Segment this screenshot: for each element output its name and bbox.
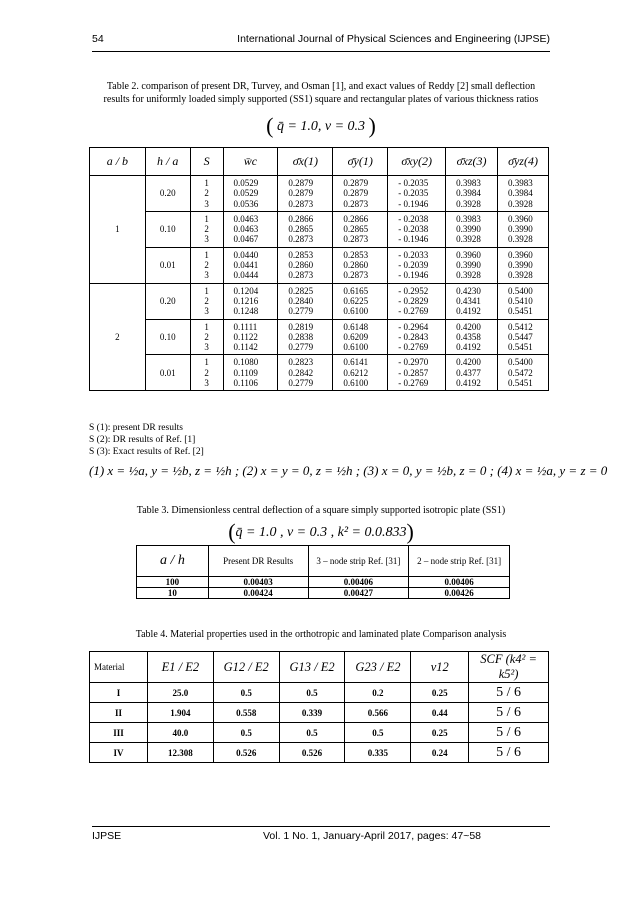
property-cell: 1.904 (147, 703, 213, 723)
property-cell: 0.24 (411, 743, 469, 763)
ha-cell: 0.01 (145, 247, 190, 283)
col-sxz: σ̄xz(3) (446, 148, 498, 176)
value-cell-sy: 0.6141 0.6212 0.6100 (333, 355, 388, 391)
ab-cell: 2 (90, 283, 146, 391)
value-cell-s: 1 2 3 (190, 176, 223, 212)
col-g12e2: G12 / E2 (213, 652, 279, 683)
col-s: S (190, 148, 223, 176)
table2 (89, 147, 549, 391)
table3 (136, 545, 510, 599)
ha-cell: 0.20 (145, 176, 190, 212)
material-cell: II (90, 703, 148, 723)
value-cell-sxz: 0.4200 0.4377 0.4192 (446, 355, 498, 391)
value-cell-syz: 0.3983 0.3984 0.3928 (498, 176, 549, 212)
col-sxy: σ̄xy(2) (388, 148, 446, 176)
value-cell-s: 1 2 3 (190, 355, 223, 391)
note: S (3): Exact results of Ref. [2] (89, 447, 204, 457)
property-cell: 0.25 (411, 723, 469, 743)
property-cell: 0.5 (213, 683, 279, 703)
value-cell-sxz: 0.3983 0.3984 0.3928 (446, 176, 498, 212)
value-cell-sxy: - 0.2038 - 0.2038 - 0.1946 (388, 211, 446, 247)
value-cell-sxy: - 0.2033 - 0.2039 - 0.1946 (388, 247, 446, 283)
table2-caption: Table 2. comparison of present DR, Turvey, and Osman [1], and exact values of Reddy [2] small deflection results for uniformly loaded simply supported (SS1) square and rectangular plates of various thickness ratios (103, 81, 539, 105)
col-ah: a / h (137, 546, 209, 577)
table-row (90, 355, 549, 391)
ha-cell: 0.10 (145, 211, 190, 247)
col-3-node: 3 – node strip Ref. [31] (308, 546, 409, 577)
table-row: 10 0.00424 0.00427 0.00426 (137, 588, 510, 599)
material-cell: I (90, 683, 148, 703)
value-cell-sx: 0.2819 0.2838 0.2779 (278, 319, 333, 355)
table3-condition: (q̄ = 1.0 , v = 0.3 , k² = 0.0.833) (228, 519, 414, 544)
table3-header-row (137, 546, 510, 577)
page-header (92, 33, 550, 49)
value-cell-syz: 0.3960 0.3990 0.3928 (498, 211, 549, 247)
col-e1e2: E1 / E2 (147, 652, 213, 683)
property-cell: 0.5 (213, 723, 279, 743)
property-cell: 5 / 6 (469, 683, 549, 703)
property-cell: 0.558 (213, 703, 279, 723)
ha-cell: 0.01 (145, 355, 190, 391)
note: S (2): DR results of Ref. [1] (89, 435, 196, 445)
material-cell: III (90, 723, 148, 743)
table4 (89, 651, 549, 763)
value-cell-sxz: 0.3960 0.3990 0.3928 (446, 247, 498, 283)
property-cell: 12.308 (147, 743, 213, 763)
table2-header-row (90, 148, 549, 176)
col-sx: σ̄x(1) (278, 148, 333, 176)
property-cell: 0.339 (279, 703, 345, 723)
value-cell-sxy: - 0.2035 - 0.2035 - 0.1946 (388, 176, 446, 212)
value-cell-sy: 0.2866 0.2865 0.2873 (333, 211, 388, 247)
col-scf: SCF (k4² = k5²) (469, 652, 549, 683)
property-cell: 0.5 (279, 723, 345, 743)
note: S (1): present DR results (89, 423, 183, 433)
value-cell-wc: 0.1080 0.1109 0.1106 (223, 355, 278, 391)
property-cell: 0.335 (345, 743, 411, 763)
journal-title: International Journal of Physical Sciences and Engineering (IJPSE) (237, 33, 550, 45)
table4-body (90, 683, 549, 763)
col-ha: h / a (145, 148, 190, 176)
ha-cell: 0.20 (145, 283, 190, 319)
value-cell-syz: 0.5412 0.5447 0.5451 (498, 319, 549, 355)
value-cell-sxz: 0.4230 0.4341 0.4192 (446, 283, 498, 319)
value-cell-s: 1 2 3 (190, 319, 223, 355)
table-row (90, 247, 549, 283)
property-cell: 0.5 (345, 723, 411, 743)
value-cell-wc: 0.1204 0.1216 0.1248 (223, 283, 278, 319)
property-cell: 5 / 6 (469, 743, 549, 763)
table2-condition: ( q̄ = 1.0, ν = 0.3 ) (266, 113, 376, 138)
value-cell-syz: 0.3960 0.3990 0.3928 (498, 247, 549, 283)
value-cell-sy: 0.2853 0.2860 0.2873 (333, 247, 388, 283)
property-cell: 0.566 (345, 703, 411, 723)
col-g23e2: G23 / E2 (345, 652, 411, 683)
property-cell: 40.0 (147, 723, 213, 743)
value-cell-sy: 0.6165 0.6225 0.6100 (333, 283, 388, 319)
material-cell: IV (90, 743, 148, 763)
value-cell-syz: 0.5400 0.5410 0.5451 (498, 283, 549, 319)
property-cell: 5 / 6 (469, 703, 549, 723)
table-row (90, 723, 549, 743)
table-row (90, 176, 549, 212)
page-number: 54 (92, 33, 104, 45)
property-cell: 0.5 (279, 683, 345, 703)
col-g13e2: G13 / E2 (279, 652, 345, 683)
property-cell: 5 / 6 (469, 723, 549, 743)
table-row (90, 211, 549, 247)
table-row (90, 743, 549, 763)
col-wc: w̄c (223, 148, 278, 176)
col-present-dr: Present DR Results (208, 546, 308, 577)
col-sy: σ̄y(1) (333, 148, 388, 176)
value-cell-sx: 0.2823 0.2842 0.2779 (278, 355, 333, 391)
property-cell: 0.526 (213, 743, 279, 763)
col-syz: σ̄yz(4) (498, 148, 549, 176)
value-cell-sx: 0.2879 0.2879 0.2873 (278, 176, 333, 212)
value-cell-sxz: 0.3983 0.3990 0.3928 (446, 211, 498, 247)
table2-notes (89, 422, 204, 458)
property-cell: 0.2 (345, 683, 411, 703)
table3-caption: Table 3. Dimensionless central deflection of a square simply supported isotropic plate (SS1) (136, 505, 506, 516)
table-row (90, 319, 549, 355)
col-2-node: 2 – node strip Ref. [31] (409, 546, 510, 577)
table-row (90, 283, 549, 319)
value-cell-syz: 0.5400 0.5472 0.5451 (498, 355, 549, 391)
property-cell: 25.0 (147, 683, 213, 703)
footer-rule (92, 826, 550, 827)
col-nu12: ν12 (411, 652, 469, 683)
footer-volume: Vol. 1 No. 1, January-April 2017, pages: 47~58 (263, 830, 482, 842)
stress-locations-formula: (1) x = ½a, y = ½b, z = ½h ; (2) x = y = 0, z = ½h ; (3) x = 0, y = ½b, z = 0 ; (4) x = ½a, y = z = 0 (89, 463, 608, 478)
value-cell-sx: 0.2825 0.2840 0.2779 (278, 283, 333, 319)
value-cell-sxz: 0.4200 0.4358 0.4192 (446, 319, 498, 355)
value-cell-sxy: - 0.2964 - 0.2843 - 0.2769 (388, 319, 446, 355)
table-row (90, 683, 549, 703)
footer-journal: IJPSE (92, 830, 122, 842)
value-cell-wc: 0.0529 0.0529 0.0536 (223, 176, 278, 212)
value-cell-wc: 0.1111 0.1122 0.1142 (223, 319, 278, 355)
value-cell-sy: 0.2879 0.2879 0.2873 (333, 176, 388, 212)
value-cell-sx: 0.2866 0.2865 0.2873 (278, 211, 333, 247)
table-row (90, 703, 549, 723)
col-ab: a / b (90, 148, 146, 176)
table4-caption: Table 4. Material properties used in the orthotropic and laminated plate Comparison analysis (135, 629, 507, 640)
header-rule (92, 51, 550, 52)
ha-cell: 0.10 (145, 319, 190, 355)
value-cell-wc: 0.0463 0.0463 0.0467 (223, 211, 278, 247)
value-cell-s: 1 2 3 (190, 283, 223, 319)
table2-body (90, 176, 549, 391)
property-cell: 0.44 (411, 703, 469, 723)
value-cell-sy: 0.6148 0.6209 0.6100 (333, 319, 388, 355)
value-cell-sxy: - 0.2952 - 0.2829 - 0.2769 (388, 283, 446, 319)
value-cell-sxy: - 0.2970 - 0.2857 - 0.2769 (388, 355, 446, 391)
property-cell: 0.25 (411, 683, 469, 703)
value-cell-sx: 0.2853 0.2860 0.2873 (278, 247, 333, 283)
table-row: 100 0.00403 0.00406 0.00406 (137, 577, 510, 588)
property-cell: 0.526 (279, 743, 345, 763)
table4-header-row (90, 652, 549, 683)
value-cell-wc: 0.0440 0.0441 0.0444 (223, 247, 278, 283)
value-cell-s: 1 2 3 (190, 247, 223, 283)
col-material: Material (90, 652, 148, 683)
ab-cell: 1 (90, 176, 146, 284)
page-footer (92, 830, 550, 846)
value-cell-s: 1 2 3 (190, 211, 223, 247)
